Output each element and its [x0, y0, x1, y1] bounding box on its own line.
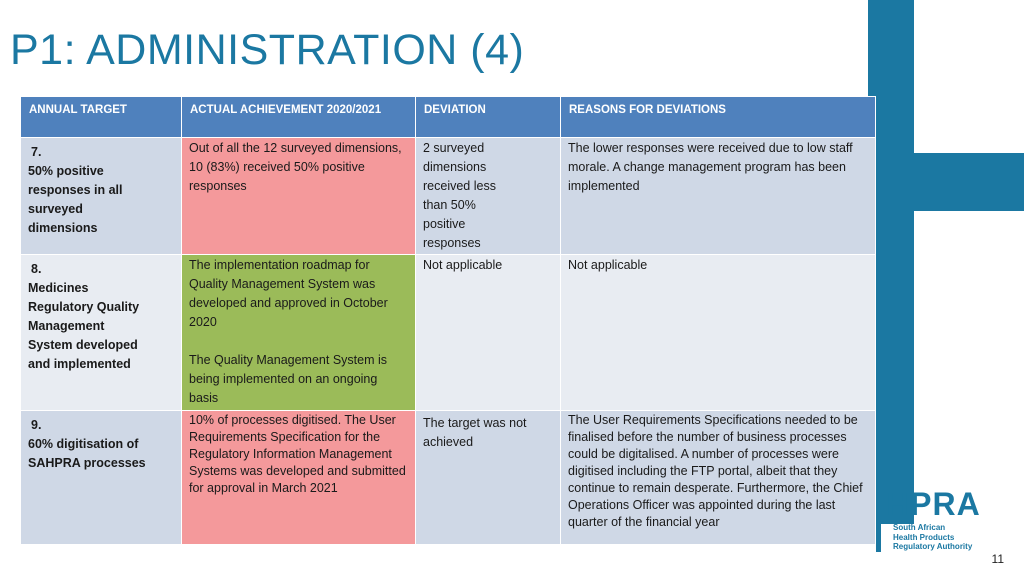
- target-text: 50% positive responses in all surveyed dimensions: [28, 164, 123, 235]
- annual-target-cell: [21, 255, 182, 411]
- achievement-cell: [182, 255, 416, 411]
- achievement-cell: [182, 411, 416, 545]
- deviation-cell: [416, 138, 561, 255]
- annual-target-cell: [21, 138, 182, 255]
- target-number: 7.: [31, 145, 42, 159]
- annual-targets-table: [20, 96, 876, 545]
- table-row: [21, 138, 876, 255]
- header-annual-target: ANNUAL TARGET: [21, 97, 182, 138]
- header-reasons-for-deviations: REASONS FOR DEVIATIONS: [561, 97, 876, 138]
- achievement-text: The Quality Management System is being implemented on an ongoing basis: [189, 353, 387, 405]
- reasons-text: Not applicable: [568, 258, 648, 272]
- deviation-text: The target was not achieved: [423, 416, 527, 449]
- deviation-text: 2 surveyed dimensions received less than 50% positive responses: [423, 141, 496, 250]
- achievement-cell: [182, 138, 416, 255]
- header-deviation: DEVIATION: [416, 97, 561, 138]
- reasons-cell: [561, 138, 876, 255]
- reasons-text: The lower responses were received due to low staff morale. A change management program has been implemented: [568, 141, 853, 193]
- reasons-text: The User Requirements Specifications needed to be finalised before the number of business processes could be digitalised. A number of processes were digitised including the FTP portal, albeit that they continue to remain desperate. Furthermore, the Chief Operations Officer was appointed during the last quarter of the financial year: [568, 413, 863, 529]
- reasons-cell: [561, 411, 876, 545]
- logo-subtitle: South African Health Products Regulatory Authority: [893, 523, 973, 551]
- achievement-text: 10% of processes digitised. The User Requirements Specification for the Regulatory Information Management Systems was developed and submitted for approval in March 2021: [189, 413, 406, 495]
- table-header-row: [21, 97, 876, 138]
- page-number: 11: [991, 552, 1004, 566]
- table-row: [21, 255, 876, 411]
- target-text: Medicines Regulatory Quality Management System developed and implemented: [28, 281, 140, 371]
- deviation-cell: [416, 411, 561, 545]
- annual-target-cell: [21, 411, 182, 545]
- slide-title: P1: ADMINISTRATION (4): [10, 26, 525, 74]
- target-number: 9.: [31, 418, 42, 432]
- target-number: 8.: [31, 262, 42, 276]
- brand-horizontal-bar: [868, 153, 1024, 211]
- reasons-cell: [561, 255, 876, 411]
- target-text: 60% digitisation of SAHPRA processes: [28, 437, 146, 470]
- logo-wordmark: HPRA: [886, 486, 981, 522]
- achievement-text: The implementation roadmap for Quality Management System was developed and approved in October 2020: [189, 258, 388, 329]
- table-row: [21, 411, 876, 545]
- achievement-text: Out of all the 12 surveyed dimensions, 10 (83%) received 50% positive responses: [189, 141, 402, 193]
- logo-mark: [876, 490, 881, 552]
- deviation-cell: [416, 255, 561, 411]
- header-actual-achievement: ACTUAL ACHIEVEMENT 2020/2021: [182, 97, 416, 138]
- sahpra-logo: [876, 486, 991, 554]
- deviation-text: Not applicable: [423, 258, 503, 272]
